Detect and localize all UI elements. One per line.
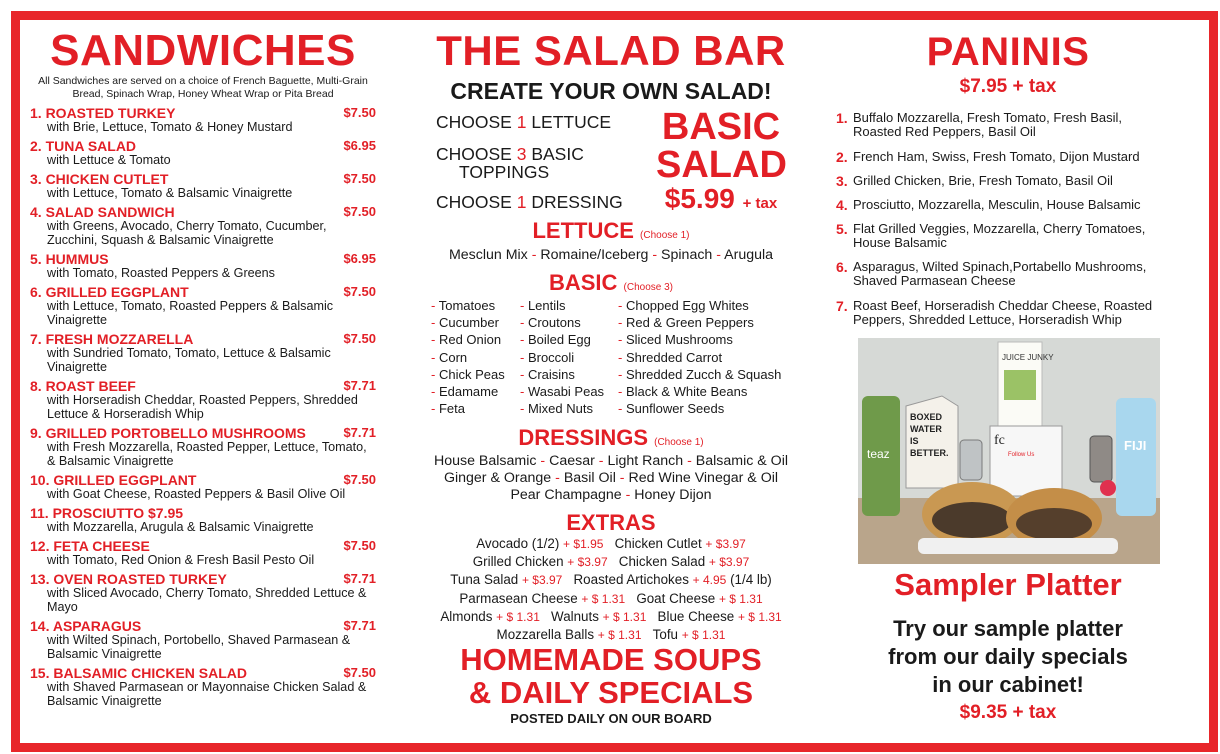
basic-topping: - Shredded Carrot [618,349,723,365]
panini-item [836,299,1166,327]
separator: - [683,453,696,469]
panini-description: Flat Grilled Veggies, Mozzarella, Cherry Tomatoes, House Balsamic [853,221,1146,250]
panini-number: 3. [836,173,848,189]
extra-price: + $ 1.31 [681,628,726,643]
sandwich-price: $6.95 [343,251,376,266]
extras-row [422,608,800,626]
juice-junky-label: JUICE JUNKY [1002,353,1054,362]
panini-description: Asparagus, Wilted Spinach,Portabello Mushrooms, Shaved Parmasean Cheese [853,259,1147,288]
separator: - [551,470,564,486]
option-item: Caesar [549,453,595,469]
sandwich-item [30,172,376,200]
sandwich-description: with Tomato, Red Onion & Fresh Basil Pesto Oil [47,553,315,567]
extras-row [422,571,800,589]
extra-name: Walnuts [551,608,599,624]
option-item: Pear Champagne [510,487,622,503]
extra-name: Tuna Salad [450,572,519,588]
extra-price: + $3.97 [705,537,746,551]
extra-price: + $ 1.31 [718,591,763,606]
option-item: Mesclun Mix [448,247,528,263]
panini-number: 7. [836,298,848,314]
sandwich-item [30,379,376,421]
panini-number: 6. [836,259,848,275]
sandwiches-section [30,28,376,708]
extra-name: Blue Cheese [657,608,735,624]
sampler-line-3: in our cabinet! [932,672,1084,697]
sandwich-price: $6.95 [343,138,376,153]
sandwich-description: with Greens, Avocado, Cherry Tomato, Cucumber, Zucchini, Squash & Balsamic Vinaigrette [47,219,327,247]
panini-number: 5. [836,221,848,237]
sandwich-description: with Lettuce & Tomato [47,153,171,167]
basic-topping: - Craisins [520,366,575,382]
extra-name: Roasted Artichokes [573,572,689,588]
sandwich-description: with Lettuce, Tomato & Balsamic Vinaigrette [47,186,293,200]
extra-price: + $ 1.31 [496,609,540,624]
basic-salad-price: $5.99 + tax [664,183,778,214]
basic-topping: - Shredded Zucch & Squash [618,366,782,382]
option-item: Romaine/Iceberg [540,247,649,263]
sandwich-price: $7.50 [343,284,376,299]
separator: - [536,453,550,469]
extra-name: Goat Cheese [636,590,716,606]
sandwich-name: 5. HUMMUS [30,251,109,267]
sandwich-name: 7. FRESH MOZZARELLA [30,331,194,347]
sandwich-description: with Horseradish Cheddar, Roasted Peppers, Shredded Lettuce & Horseradish Whip [47,393,358,421]
basic-topping: - Edamame [431,384,499,400]
sandwich-price: $7.50 [343,472,376,487]
panini-item [836,150,1166,164]
basic-toppings-col1 [431,297,505,417]
basic-topping: - Lentils [520,298,566,313]
sampler-line-2: from our daily specials [888,644,1128,669]
soups-heading-line2: & DAILY SPECIALS [468,675,754,710]
fiji-label: FIJI [1124,438,1147,453]
choose-lettuce: CHOOSE 1 LETTUCE [436,112,612,132]
sandwich-name: 13. OVEN ROASTED TURKEY [30,571,227,587]
sandwich-description: with Goat Cheese, Roasted Peppers & Basil Olive Oil [47,487,346,501]
panini-number: 4. [836,197,848,213]
sandwich-price: $7.71 [343,378,376,393]
sampler-line-1: Try our sample platter [893,616,1123,641]
basic-topping: - Sunflower Seeds [618,401,725,417]
sandwich-name: 12. FETA CHEESE [30,538,150,554]
sandwich-price: $7.71 [343,571,376,586]
sandwich-price: $7.50 [343,665,376,680]
extra-name: Almonds [440,608,493,624]
lettuce-heading: LETTUCE (Choose 1) [532,218,690,243]
extra-name: Parmasean Cheese [459,590,578,606]
fiji-bottle [1116,398,1156,516]
sandwich-price: $7.50 [343,105,376,120]
separator: - [527,247,541,263]
choose-dressing: CHOOSE 1 DRESSING [436,192,623,212]
sandwich-description: with Shaved Parmasean or Mayonnaise Chicken Salad & Balsamic Vinaigrette [47,680,367,708]
sandwich-name: 2. TUNA SALAD [30,138,137,154]
panini-description: Buffalo Mozzarella, Fresh Tomato, Fresh Basil, Roasted Red Peppers, Basil Oil [853,110,1123,139]
extras-row [422,590,800,608]
sandwich-name: 8. ROAST BEEF [30,378,136,394]
option-item: Light Ranch [607,453,684,469]
extras-row [422,553,800,571]
teaz-label: teaz [867,447,890,461]
sandwich-name: 6. GRILLED EGGPLANT [30,284,189,300]
sandwich-description: with Sliced Avocado, Cherry Tomato, Shredded Lettuce & Mayo [47,586,367,614]
basic-topping: - Boiled Egg [520,332,591,348]
salad-word: SALAD [656,144,787,186]
panini-number: 1. [836,110,848,126]
basic-topping: - Chick Peas [431,366,505,382]
sandwich-item [30,473,376,501]
sandwiches-note: All Sandwiches are served on a choice of French Baguette, Multi-Grain Bread, Spinach Wrap, Honey Wheat Wrap or Pita Bread [38,75,368,100]
panini-description: French Ham, Swiss, Fresh Tomato, Dijon Mustard [853,149,1140,164]
dressings-line-2 [422,470,800,486]
basic-topping: - Broccoli [520,349,575,365]
option-item: Honey Dijon [634,487,712,503]
basic-word: BASIC [661,106,781,148]
sandwich-name: 4. SALAD SANDWICH [30,204,175,220]
panini-item [836,198,1166,212]
extras-heading: EXTRAS [566,510,656,535]
extra-name: Avocado (1/2) [476,536,560,551]
basic-topping: - Red Onion [431,332,502,348]
pepper-shaker [1090,436,1112,482]
extra-price: + $3.97 [567,555,608,570]
basic-topping: - Cucumber [431,315,499,331]
separator: - [712,247,725,263]
option-item: Balsamic & Oil [695,453,789,469]
follow-us-label: Follow Us [1008,452,1035,458]
dressings-line-1 [422,453,800,469]
basic-topping: - Chopped Egg Whites [618,298,749,313]
sampler-title: Sampler Platter [894,567,1122,602]
basic-topping: - Croutons [520,315,581,331]
extra-price: + $3.97 [521,573,563,588]
panini-description: Prosciutto, Mozzarella, Mesculin, House Balsamic [853,197,1141,212]
sandwich-item [30,205,376,247]
basic-topping: - Wasabi Peas [520,384,605,400]
sandwich-name: 11. PROSCIUTTO $7.95 [30,505,184,521]
sandwich-item [30,666,376,708]
extra-name: Mozzarella Balls [496,627,595,643]
carton-label-3: IS [910,436,919,446]
extras-list [422,535,800,644]
option-item: House Balsamic [433,453,537,469]
sandwich-item [30,426,376,468]
extra-price: + 4.95 [692,573,727,588]
sandwich-description: with Lettuce, Tomato, Roasted Peppers & Balsamic Vinaigrette [47,299,334,327]
panini-item [836,174,1166,188]
option-item: Red Wine Vinegar & Oil [628,470,779,486]
basic-topping: - Corn [431,349,468,365]
sandwich-description: with Sundried Tomato, Tomato, Lettuce & Balsamic Vinaigrette [47,346,331,374]
sandwich-description: with Mozzarella, Arugula & Balsamic Vinaigrette [47,520,314,534]
basic-topping: - Tomatoes [431,298,496,313]
panini-item [836,260,1166,288]
salad-bar-title: THE SALAD BAR [436,27,786,74]
extra-price: + $3.97 [708,555,750,570]
option-item: Basil Oil [563,470,616,486]
salt-shaker [960,440,982,480]
basic-topping: - Black & White Beans [618,384,748,400]
sandwich-item [30,285,376,327]
sandwich-name: 3. CHICKEN CUTLET [30,171,169,187]
sandwich-list [30,106,376,708]
carton-label-1: BOXED [910,412,943,422]
sandwiches-title: SANDWICHES [50,26,356,75]
option-item: Arugula [724,247,774,263]
separator: - [594,453,608,469]
basic-topping: - Red & Green Peppers [618,315,754,331]
sandwich-price: $7.71 [343,618,376,633]
separator: - [648,247,662,263]
separator: - [615,470,629,486]
panini-number: 2. [836,149,848,165]
extra-price: + $1.95 [563,537,604,551]
extra-price: + $ 1.31 [581,591,626,606]
panini-description: Grilled Chicken, Brie, Fresh Tomato, Basil Oil [853,173,1113,188]
extras-row [422,535,800,553]
sandwich-item [30,539,376,567]
sandwich-name: 10. GRILLED EGGPLANT [30,472,197,488]
option-item: Ginger & Orange [443,470,552,486]
sandwich-price: $7.50 [343,538,376,553]
sandwich-item [30,572,376,614]
basic-topping: - Sliced Mushrooms [618,332,733,348]
panini-description: Roast Beef, Horseradish Cheddar Cheese, Roasted Peppers, Shredded Lettuce, Horseradish Whip [853,298,1153,327]
sandwich-item [30,506,376,534]
sandwich-price: $7.50 [343,171,376,186]
sandwich-description: with Fresh Mozzarella, Roasted Pepper, Lettuce, Tomato, & Balsamic Vinaigrette [47,440,367,468]
sampler-price: $9.35 + tax [959,702,1057,723]
basic-heading: BASIC (Choose 3) [548,270,674,295]
sandwich-name: 9. GRILLED PORTOBELLO MUSHROOMS [30,425,306,441]
basic-topping: - Mixed Nuts [520,401,593,417]
separator: - [621,487,635,503]
platter-illustration [858,338,1160,564]
salad-bar-section [422,28,800,105]
sandwich-price: $7.71 [343,425,376,440]
basic-toppings-col3 [618,297,781,417]
sandwich-name: 14. ASPARAGUS [30,618,142,634]
extra-price: + $ 1.31 [737,609,782,624]
paninis-title: PANINIS [926,30,1090,74]
basic-toppings-col2 [520,297,604,417]
extra-name: Tofu [652,627,678,643]
serving-plate [918,538,1118,554]
sandwich-name: 15. BALSAMIC CHICKEN SALAD [30,665,248,681]
sandwich-item [30,106,376,134]
carton-label-2: WATER [910,424,942,434]
sandwich-price: $7.50 [343,331,376,346]
flower [1100,480,1116,496]
sandwich-name: 1. ROASTED TURKEY [30,105,176,121]
extra-price: + $ 1.31 [597,628,642,643]
panini-item [836,222,1166,250]
sandwich-item [30,139,376,167]
extra-size: (1/4 lb) [730,572,772,588]
fc-logo: fc [994,433,1005,448]
soups-heading-line1: HOMEMADE SOUPS [460,642,762,677]
sandwich-description: with Brie, Lettuce, Tomato & Honey Mustard [47,120,293,134]
panini-item [836,111,1166,139]
paninis-price: $7.95 + tax [959,76,1057,97]
choose-basic: CHOOSE 3 BASIC TOPPINGS [436,144,584,182]
create-your-own-heading: CREATE YOUR OWN SALAD! [450,78,772,104]
option-item: Spinach [661,247,713,263]
lettuce-options [422,247,800,263]
extra-price: + $ 1.31 [602,609,647,624]
basic-topping: - Feta [431,401,465,417]
extra-name: Chicken Cutlet [614,536,702,551]
sandwich-description: with Tomato, Roasted Peppers & Greens [47,266,275,280]
sandwich-item [30,619,376,661]
sandwich-description: with Wilted Spinach, Portobello, Shaved Parmasean & Balsamic Vinaigrette [47,633,351,661]
dressings-line-3 [422,487,800,503]
dressings-heading: DRESSINGS (Choose 1) [518,425,704,450]
sandwich-item [30,252,376,280]
carton-label-4: BETTER. [910,448,949,458]
extra-name: Chicken Salad [618,554,706,570]
sandwich-price: $7.50 [343,204,376,219]
posted-daily-note: POSTED DAILY ON OUR BOARD [510,711,712,726]
extra-name: Grilled Chicken [472,554,564,570]
sampler-platter-photo [858,338,1160,564]
sandwich-item [30,332,376,374]
